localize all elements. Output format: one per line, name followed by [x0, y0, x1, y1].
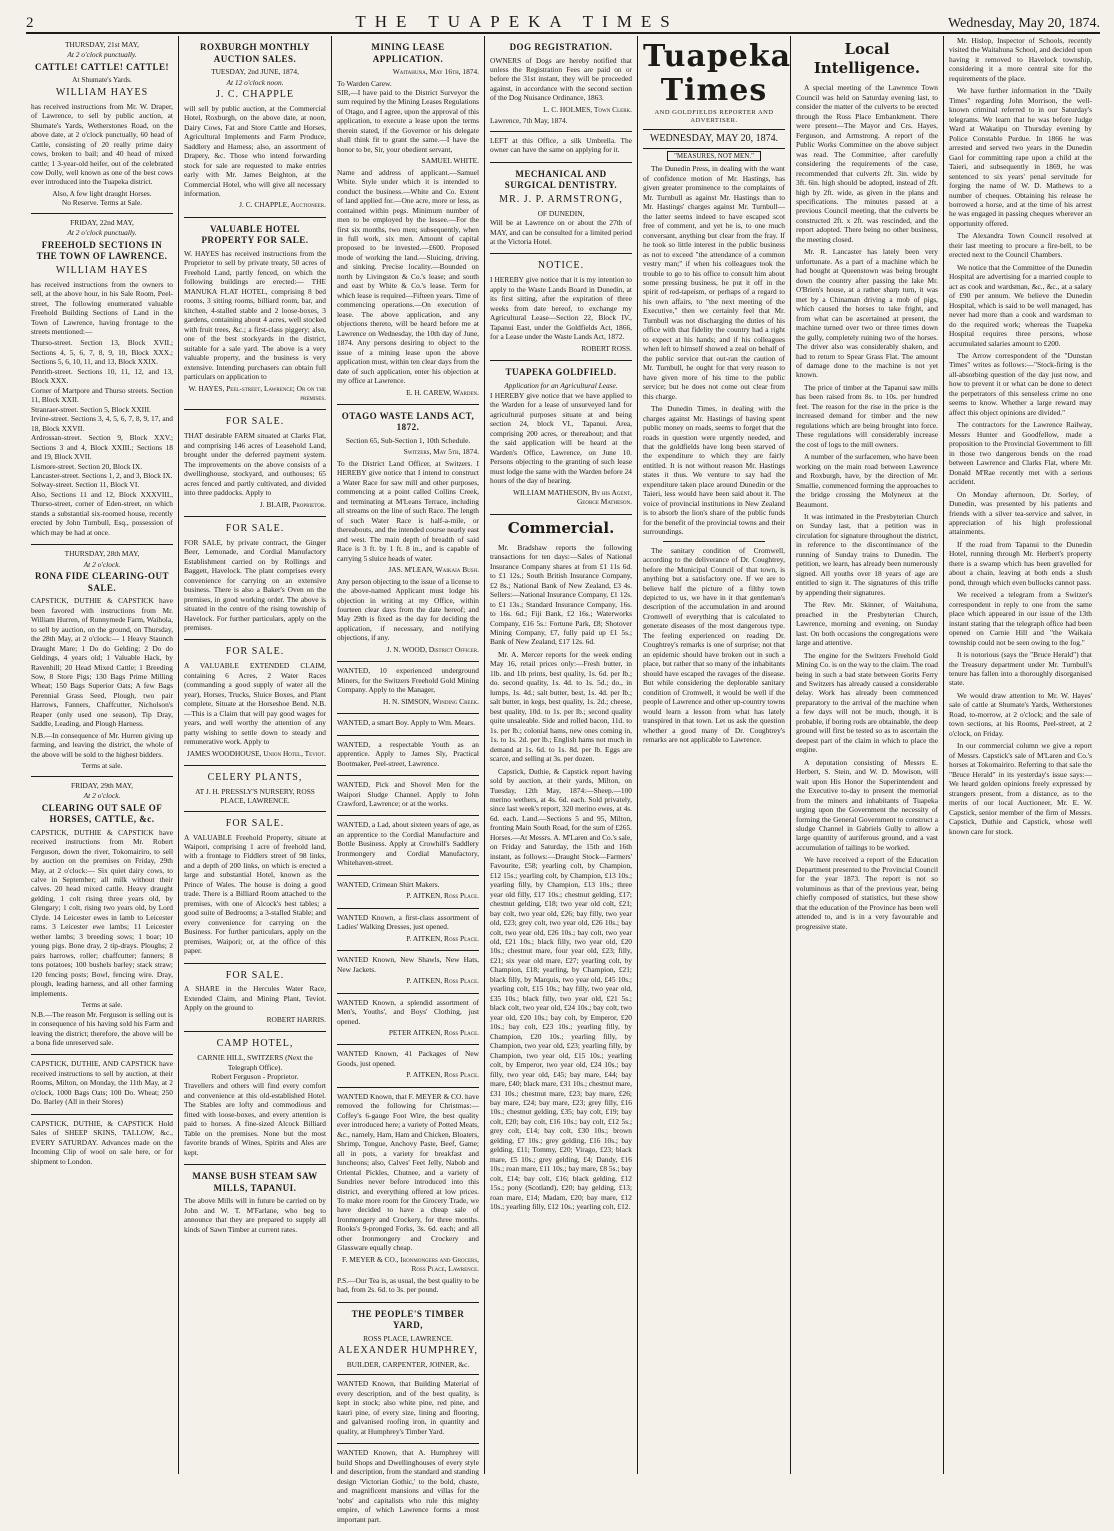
- columns: [26, 36, 1100, 1524]
- list-item: Thurso-street. Section 13, Block XVII.; Sections 4, 5, 6, 7, 8, 9, 10, Block XXX.; Sections 5, 6, 10, 11, and 13, Block XXIX.: [31, 338, 173, 367]
- local-intelligence: A special meeting of the Lawrence Town Council was held on Saturday evening last, to consider the matter of the culverts to be erected through the Ross Place Embankment. There were present—The Mayor and Crs. Hayes, Ferguson, and Armstrong. A report of the Public Works Committee on the above subject was read. The Committee, after carefully considering the requirements of the case, recommended that culverts 2ft. 3in. wide by 3ft. 6in. high should be adopted, instead of 2ft. high by 2ft. wide, as given in the plans and specifications. The minutes passed at a previous Council meeting, that the culverts be constructed 2ft. x 2ft. was rescinded, and the report adopted. There being no other business, the meeting closed. Mr. R. Lancaster has lately been very unfortunate. As a part of a machine which he had bought at Queenstown was being brought down the country after passing the lake Mr. O'Brien's house, at a rather sharp turn, it was met by a Chinaman driving a mob of pigs, which caused the horses to take fright, and from what can be ascertained at present, the machine turned over two or three times down the gully, completely ruining two of the horses. The driver also was considerably shaken, and had to return to Spear Grass Flat. The amount of damage done to the machine is not yet known. The price of timber at the Tapanui saw mills has been raised from 8s. to 10s. per hundred feet. The reason for the rise in the price is the increased demand for timber and the new regulations which are being brought into force. These regulations will considerably increase the cost of logs to the mill owners. A number of the surfacemen, who have been working on the main road between Lawrence and Roxburgh, have, by the direction of Mr. Smallie, commenced forming the approaches to the bridge crossing the Molyneux at the Beaumont. It was intimated in the Presbyterian Church on Sunday last, that a petition was in circulation for signature throughout the district, in reference to the discontinuance of the running of Sunday trains to Dunedin. The petition, we learn, has already been numerously signed. All youths over 18 years of age are entitled to sign it. The signatures of this trifle by appending their signatures. The Rev. Mr. Skinner, of Waitahuna, preached in the Presbyterian Church, Lawrence, morning and evening, on Sunday last. On both occasions the congregations were large and attentive. The engine for the Switzers Freehold Gold Mining Co. is on the way to the claim. The road being in such a bad state between Gorits Ferry and Switzers has already caused a considerable delay. Work has already been commenced preparatory to the arrival of the machine when a few days will not be much, though, it is probable, if boring rods are obtainable, the deep ground will first be tested so as to ascertain the deepest part of the claim in which to place the engine. A deputation consisting of Messrs E. Herbert, S. Stein, and W. D. Mowison, will wait upon His Honor the Superintendent and the Executive to-day to present the memorial from the miners and inhabitants of Tuapeka urging upon the Government the necessity of forming the General Government to construct a sludge Channel in Gabriels Gully to allow a large quantity of auriferous ground, and a vast accumulation of tailings to be worked. We have received a report of the Education Department presented to the Provincial Council for the year 1873. The report is not so voluminous as that of the previous year, being chiefly composed of statistics, but these show that the education of the Province has been well attended to, and is in a very favourable and progressive state.: [796, 83, 938, 931]
- commercial-heading: Commercial.: [507, 518, 615, 537]
- column-2: [179, 36, 332, 1474]
- ad-mining-lease: MINING LEASE APPLICATION. Waitahuna, May 16th, 1874. To Warden Carew. SIR,—I have paid to the District Surveyor the sum required by the Mining Leases Regulations of Otago, and I agree, upon the approval of this application, to execute a lease upon the terms therein stated, if the Governor or his delegate shall think fit to grant the same.—I have the honor to be, Sir, your obedient servant, SAMUEL WHITE. Name and address of applicant.—Samuel White. Style under which it is intended to conduct the business.—White and Co. Extent of land applied for.—One acre, more or less, as contained within pegs. Minimum number of men to be employed by the lessee.—For the first six months, two men; subsequently, when in full work, six men. Amount of capital proposed to be invested.—£600. Proposed mode of working the land.—Sluicing, driving, and sinking. Precise locality.—Bounded on north by Livingston & Co.'s lease; and south and east by White & Co.'s lease. Term for which lease is required—Fifteen years. Time of commencing operations.—On execution of lease. The above application, and any objections thereto, will be heard before me at Lawrence on Wednesday, the 10th day of June, 1874. Any persons desiring to object to the issue of a mining lease upon the above application must, within ten clear days from the date of such application, enter his objection at my office at Lawrence. E. H. CAREW, Warden.: [337, 36, 479, 405]
- list-item: Corner of Martpore and Thurso streets. Section 11, Block XXII.: [31, 385, 173, 405]
- ad-wanted-miners: WANTED, 10 experienced underground Miners, for the Switzers Freehold Gold Mining Company. Apply to the Manager, H. N. SIMSON, Winding Creek.: [337, 662, 479, 714]
- ad-saw-mills: MANSE BUSH STEAM SAW MILLS, TAPANUI. The above Mills will in future be carried on by John and W. T. M'Farlane, who beg to announce that they are prepared to supply all kinds of Sawn Timber at current rates.: [184, 1171, 326, 1234]
- local-intelligence-continued: Mr. Hislop, Inspector of Schools, recently visited the Waitahuna School, and decided upon having it removed to Havelock township, considering it a more central site for the requirements of the place. We have further information in the "Daily Times" regarding John Morrison, the well-known criminal referred to in our Saturday's telegrams. We learn that he was before Judge Ward at Wakatipu on Thursday evening by Police Constable Purdue. In 1866 he was arrested and served two years in the Dunedin Gaol for committing rape upon a child at the Taieri, and subsequently in 1869, he was sentenced to six years' penal servitude for forging the name of W. D. Mathews to a number of cheques. Obtaining his release he borrowed a horse, and at the time of his arrest he was engaged in passing cheques wherever an opportunity offered. The Alexandra Town Council resolved at their last meeting to procure a fire-bell, to be erected next to the Council Chambers. We notice that the Committee of the Dunedin Hospital are advertising for a married couple to act as cook and wardsman, &c., &c., at a salary of £90 per annum. We believe the Dunedin Hospital, which is said to be well managed, has never had more than a cook and wardsman to do the required work; whereas the Tuapeka Hospital requires three persons, whose accumulated salaries amount to £200. The Arrow correspondent of the "Dunstan Times" writes as follows:—"Stock-firing is the all-absorbing question of the day just now, and how to prevent it or what can be done to detect the perpetrators of this senseless crime no one seems to know. Whether a large reward may affect this object opinions are divided." The contractors for the Lawrence Railway, Messrs Hunter and Goodfellow, made a proposition to the Provincial Government to fill in those two dangerous bends on the road between Lawrence and Clarks Flat, where Mr. Donald M'Rae recently met with a serious accident. On Monday afternoon, Dr. Sorley, of Dunedin, was presented by his patients and friends with a silver tea-service and salver, in appreciation of his high professional attainments. If the road from Tapanui to the Dunedin Hotel, running through Mr. Herbert's property there is a swamp which has been gravelled for about a chain, leaving at both ends a slush pond, through which even bullocks cannot pass. We received a telegram from a Switzer's correspondent in reply to one from the same place which appeared in our issue of the 13th instant stating that the telegraph office had been opened on Carnie Hill and "the Waikaia township could not be seen owing to the fog." It is notorious (says the "Bruce Herald") that the Treasury department under Mr. Turnbull's tenure has fallen into a thoroughly disorganised state. We would draw attention to Mr. W. Hayes' sale of cattle at Shumate's Yards, Wetherstones Road, to-morrow, at 2 o'clock; and the sale of town sections, at his Rooms, Peel-street, at 2 o'clock, on Friday. In our commercial column we give a report of Messrs. Capstick's sale of M'Laren and Co.'s horses at Tokomairiro. Referring to that sale the "Bruce Herald" in its yesterday's issue says:—We heard golden opinions freely expressed by strangers present, from a distance, as to the merits of our local Auctioneer, Mr. E. W. Capstick, senior member of the firm of Messrs. Capstick, Duthie and Capstick, whose well known care for stock.: [949, 36, 1092, 836]
- issue-date: Wednesday, May 20, 1874.: [948, 16, 1100, 31]
- masthead-logo: Tuapeka Times: [643, 39, 792, 108]
- column-5: [638, 36, 791, 1474]
- ad-humphrey-builder: WANTED Known, that A. Humphrey will build Shops and Dwellinghouses of every style and description, from the standard and standing design 'Victorian Gothic,' to the bold, chaste, and magnificent mansions and villas for the 'nobs' and capitalists who rule this mighty empire, of which Lawrence forms a most important part.: [337, 1448, 479, 1524]
- page-number: 2: [26, 15, 34, 31]
- list-item: Stranraer-street. Section 5, Block XXIII.: [31, 404, 151, 414]
- masthead-subtitle: AND GOLDFIELDS REPORTER AND ADVERTISER.: [654, 109, 774, 125]
- ad-wanted-pick-shovel: WANTED, Pick and Shovel Men for the Waipori Sludge Channel. Apply to John Crawford, Lawrence; or at the works.: [337, 776, 479, 816]
- divider: [663, 541, 765, 542]
- ad-sheepskins: CAPSTICK, DUTHIE, & CAPSTICK Hold Sales of SHEEP SKINS, TALLOW, &c., EVERY SATURDAY. Advances made on the Incoming Clip of wool on sale here, or for shipment to London.: [31, 1118, 173, 1166]
- ad-building-material: WANTED Known, that Building Material of every description, and of the best quality, is kept in stock; also white pine, red pine, and kauri pine, of every size, lining and flooring, and galvanised roofing iron, in quantity and quality, at Humphrey's Timber Yard.: [337, 1375, 479, 1444]
- ad-umbrella: LEFT at this Office, a silk Umbrella. The owner can have the same on applying for it.: [490, 132, 632, 163]
- list-item: Irvine-street. Sections 3, 4, 5, 6, 7, 8, 9, 17, and 18, Block XXVII.: [31, 414, 173, 433]
- ad-wanted-lad: WANTED, a Lad, about sixteen years of age, as an apprentice to the Cordial Manufacture and Bottle Business. Apply at Crowhill's Saddlery Ironmongery and Cordial Manufactory, Whitehaven-street.: [337, 816, 479, 875]
- list-item: Solway-street. Section 11, Block VI.: [31, 480, 140, 490]
- running-title: THE TUAPEKA TIMES: [355, 12, 679, 31]
- column-6: [791, 36, 944, 1474]
- ad-shawls: WANTED Known, New Shawls, New Hats, New Jackets. P. AITKEN, Ross Place.: [337, 951, 479, 993]
- page-header: [26, 8, 1100, 34]
- ad-roxburgh-sales: ROXBURGH MONTHLY AUCTION SALES. TUESDAY, 2nd JUNE, 1874, At 12 o'clock noon. J. C. CHAPPLE will sell by public auction, at the Commercial Hotel, Roxburgh, on the above date, at noon, Dairy Cows, Fat and Store Cattle and Horses, Agricultural Implements and Farm Produce, Saddlery and Harness; also, an assortment of Drapery, &c. Those who intend forwarding stock for sale are requested to make entries early with Mr. James Beighton, at the Commercial Hotel, who will give all necessary information. J. C. CHAPPLE, Auctioneer.: [184, 36, 326, 218]
- ad-farm-for-sale: FOR SALE. THAT desirable FARM situated at Clarks Flat, and comprising 146 acres of Leasehold Land, brought under the deferred payment system. The improvements on the above consists of a dwellinghouse, stockyard, and outhouses; 65 acres fenced and partly cultivated, and divided into three paddocks. Apply to J. BLAIR, Proprietor.: [184, 410, 326, 517]
- column-4: [485, 36, 638, 1474]
- ad-cattle-sale: THURSDAY, 21st MAY, At 2 o'clock punctually. CATTLE! CATTLE! CATTLE! At Shumate's Yards. WILLIAM HAYES has received instructions from Mr. W. Draper, of Lawrence, to sell by public auction, at Shumate's Yards, Wetherstones Road, on the above date, at 2 o'clock punctually, 60 head of Cattle, consisting of 20 really prime dairy cows, broken to bail; and 40 head of mixed cattle; 1 3-year-old heifer, out of the celebrated cow Dolly, well known as one of the best cows ever introduced into the Tuapeka district. Also, A few light draught Horses. No Reserve. Terms at Sale.: [31, 36, 173, 214]
- ad-notice: NOTICE. I HEREBY give notice that it is my intention to apply to the Waste Lands Board in Dunedin, at its first sitting, after the expiration of three weeks from date hereof, to exchange my Agricultural Lease—Section 22, Block IV., Tapanui East, under the Goldfields Act, 1866, for a Lease under the Waste Lands Act, 1872. ROBERT ROSS.: [490, 254, 632, 361]
- ad-clearing-out-sale: THURSDAY, 28th MAY, At 2 o'clock. RONA FIDE CLEARING-OUT SALE. CAPSTICK, DUTHIE & CAPSTICK have been favored with instructions from Mr. William Hurren, of Runnymede Farm, Waihola, to sell by auction, on the ground, on Thursday, the 28th May, at 2 o'clock:— 1 Heavy Staunch Draught Mare; 1 Do do Gelding; 2 Do do Geldings, 4 years old; 1 Valuable Hack, by Ravenhill; 20 Head Mixed Cattle; 1 Breeding Sow, 8 Store Pigs; 130 Bags Prime Milling Wheat; 150 Bags Superior Oats; A few Bags Perennial Grass Seed, Plough, two pair Harrows, Fanners, Chaffcutter, Nicholson's Reaper (only used one season), Tip Dray, Saddle, Leading, and Plough Harness. N.B.—In consequence of Mr. Hurren giving up farming, and leaving the district, the whole of the above will be sold to the highest bidders. Terms at sale.: [31, 545, 173, 776]
- ad-new-goods: WANTED Known, 41 Packages of New Goods, just opened. P. AITKEN, Ross Place.: [337, 1045, 479, 1087]
- ad-timber-yard: THE PEOPLE'S TIMBER YARD, ROSS PLACE, LAWRENCE. ALEXANDER HUMPHREY, BUILDER, CARPENTER, JOINER, &c.: [337, 1303, 479, 1376]
- editorial-date: WEDNESDAY, MAY 20, 1874.: [643, 129, 785, 150]
- list-item: Lismore-street. Section 20, Block IX.: [31, 461, 143, 471]
- ad-clothing: WANTED Known, a splendid assortment of Men's, Youths', and Boys' Clothing, just opened. PETER AITKEN, Ross Place.: [337, 994, 479, 1046]
- ad-freehold-sections: FRIDAY, 22nd MAY, At 2 o'clock punctually. FREEHOLD SECTIONS IN THE TOWN OF LAWRENCE. WILLIAM HAYES has received instructions from the owners to sell, at the above hour, in his Sale Room, Peel-street, The following enumerated valuable Freehold Building Sections of Land in the Town of Lawrence, having frontage to the streets mentioned:— Thurso-street. Section 13, Block XVII.; Sections 4, 5, 6, 7, 8, 9, 10, Block XXX.; Sections 5, 6, 10, 11, and 13, Block XXIX. Penrith-street. Sections 10, 11, 12, and 13, Block XXX. Corner of Martpore and Thurso streets. Section 11, Block XXII. Stranraer-street. Section 5, Block XXIII. Irvine-street. Sections 3, 4, 5, 6, 7, 8, 9, 17, and 18, Block XXVII. Ardrossan-street. Section 9, Block XXV.; Sections 3 and 4, Block XXIII.; Sections 18 and 19, Block XVII. Lismore-street. Section 20, Block IX. Lancaster-street. Sections 1, 2, and 3, Block IX. Solway-street. Section 11, Block VI. Also, Sections 11 and 12, Block XXXVIII., Thurso-street, corner of Eden-street, on which stands a substantial six-roomed house, recently erected by John Turnbull, Esq., possession of which may be had at once.: [31, 214, 173, 545]
- ad-walking-dresses: WANTED Known, a first-class assortment of Ladies' Walking Dresses, just opened. P. AITKEN, Ross Place.: [337, 909, 479, 951]
- ad-dentistry: MECHANICAL AND SURGICAL DENTISTRY. MR. J. P. ARMSTRONG, OF DUNEDIN, Will be at Lawrence on or about the 27th of MAY, and can be consulted for a limited period at the Victoria Hotel.: [490, 163, 632, 255]
- sections-list: [31, 338, 173, 490]
- ad-meyer-co: WANTED Known, that F. MEYER & CO. have removed the following for Christmas:—Coffey's 6-gauge Foot Wire, the best quality ever introduced here; a variety of Potted Meats, &c., namely, Ham, Ham and Chicken, Bloaters, Shrimp, Tongue, Anchovy Paste, Beef, Game; all in pots, a variety for breakfast and luncheons; also, Calves' Feet Jelly, Nabob and Oriental Pickles, Chutnee, and a variety of Sundries never before introduced into this district, and everything offered at low prices. To make more room for the Grocery Trade, we have decided to have a cheap sale of Ironmongery and Crockery, for three months. Rooks's 9-pronged Forks, 3s. 6d. each; and all other Ironmongery and Crockery and Glassware equally cheap. F. MEYER & CO., Ironmongers and Grocers, Ross Place, Lawrence. P.S.—Our Tea is, as usual, the best quality to be had, from 2s. 6d. to 3s. per pound.: [337, 1088, 479, 1303]
- column-3: [332, 36, 485, 1524]
- ad-oats-wheat: CAPSTICK, DUTHIE, AND CAPSTICK have received instructions to sell by auction, at their Rooms, Milton, on Monday, the 11th May, at 2 o'clock, 1000 Bags Oats; 100 Do. Wheat; 250 Do. Barley (All in their Stores): [31, 1055, 173, 1114]
- list-item: Ardrossan-street. Section 9, Block XXV.; Sections 3 and 4, Block XXIII.; Sections 18 and 19, Block XVII.: [31, 433, 173, 462]
- ad-horses-cattle-sale: FRIDAY, 29th MAY, At 2 o'clock. CLEARING OUT SALE OF HORSES, CATTLE, &c. CAPSTICK, DUTHIE & CAPSTICK have received instructions from Mr. Robert Ferguson, down the river, Tokomairiro, to sell by auction on the premises on Friday, 29th May, at 2 o'clock:— Six quiet dairy cows, to calve in September; all milk without their calves. 20 head mixed cattle. Heavy draught gelding, 1 colt rising three years old, by Glengary; 1 colt, rising two years old, by Lord Clyde. 14 Leicester ewes in lamb to Leicester rams. 3 Leicester ewe lambs; 11 Leicester wether lambs; 3 breeding sows; 1 boar; 10 young pigs. Bone dray, 2 tip-drays. Ploughs; 2 pairs harrows, roller; chaffcutter; fanners; 8 tons potatoes; 100 bushels barley; stack straw; 120 fencing posts; Bowl, fencing wire. Dray, plough, leading harness, and all other farming implements. Terms at sale. N.B.—The reason Mr. Ferguson is selling out is in consequence of his having sold his Farm and leaving the district; therefore, the above will be a bona fide unreserved sale.: [31, 777, 173, 1056]
- ad-extended-claim: FOR SALE. A VALUABLE EXTENDED CLAIM, containing 6 Acres, 2 Water Races (commanding a good supply of water all the year), Horses, Trucks, Sluice Boxes, and Plant complete, Situate at the Horseshoe Bend. N.B.—This is a Claim that will pay good wages for years, and well worthy the attention of any party wishing to settle down to steady and remunerative work. Apply to JAMES WOODHOUSE, Union Hotel, Teviot.: [184, 640, 326, 765]
- ad-water-race-share: FOR SALE. A SHARE in the Hercules Water Race, Extended Claim, and Mining Plant, Teviot. Apply on the ground to ROBERT HARRIS.: [184, 964, 326, 1033]
- commercial-section: Commercial. Mr. Bradshaw reports the following transactions for ten days:—Sales of National Insurance Company shares at from £1 11s 6d. to £1 12s.; South British Insurance Company, £2 8s.; National Bank of New Zealand, £3 4s. Sellers:—National Insurance Company, £1 12s. to £1 13s.; Standard Insurance Company, 16s. to 16s. 6d.; Fiji Bank, £2 16s.; Waterworks Company, £16 5s.: Fortune Park, £8; Shotover Mining Company, £7, fully paid up £1 5s.; Bank of New Zealand, £17 12s. 6d. Mr. A. Mercer reports for the week ending May 16, retail prices only:—Fresh butter, in 1lb. and 1lb prints, best quality, 1s. 6d. per lb.; do. second quality, 1s. 4d. to 1s. 5d.; do., in lumps, 1s. 4d.; salt butter, best, 1s. 4d. per lb.; salt butter, in kegs, best quality, 1s. 2d.; cheese, best quality, 10d. to 1s. per lb.; second quality quite unsaleable. Side and rolled bacon, 11d. to 1s. per lb.; colonial hams, new ones coming in, 1s. to 1s. 2d. per lb.; English hams not much in demand at 1s. 6d. to 1s. 8d. per lb. Eggs are scarce, and selling at 3s. per dozen. Capstick, Duthie, & Capstick report having sold by auction, at their yards, Milton, on Tuesday, 12th May, 1874:—Sheep.—100 merino wethers, at 4s. 6d. each. Sold privately, since last week's report, 320 merino ewes, at 4s. 6d. each. Land.—Sections 5 and 95, Milton, fronting Main South Road, for the sum of £265. Horses.—At Messrs. A. M'Laren and Co.'s sale, on Friday and Saturday, the 15th and 16th instant, as follows:—Draught Stock—Farmers' Favourite, £58; yearling colt, by Champion, £12 15s.; yearling colt, by Champion, £13 10s.; yearling filly, by Champion, £13 10s.; three year old filly, £17 10s.; chestnut gelding, £17; chestnut gelding, £18; two year old colt, £21; bay colt, two year old, £26; bay filly, two year old, £23; grey colt, two year old, £26 10s.; bay colt, two year old, £26 10s.; bay colt, two year old, £21 10s.; black filly, two year old, £20 10s.; chestnut mare, four year old, £23; filly, £21; six year old mare, £27; yearling colt, by Champion, £18; yearling, by Champion, £21; black filly, by Marquis, two year old, £45 10s.; yearling colt, £15 10s.; bay filly, two year old, £35 10s.; black filly, two year old, £21 5s.; black colt, two year old, £24 10s.; bay colt, two year old, £20 10s.; bay colt, by Emperor, £20 10s.; bay colt, £23 10s.; yearling filly, by Champion, £20 10s.; yearling filly, by Champion, two year old, £23; yearling filly, by Champion, two year old, £15 10s.; yearling colt, by Emperor, two year old, £24 10s.; bay filly, two year old, £45; bay mare, £44; bay mare, £40; black mare, £31 10s.; chestnut mare, £31 10s.; chestnut mare, £23; bay mare, £26; bay mare, £24; bay mare, £23; grey filly, £16 10s.; chestnut gelding, £35; bay colt, £19; bay colt, £20; bay colt, £16 10s.; bay colt, £12 5s.; grey colt, £14; bay colt, £30 10s.; brown gelding, £7 10s.; grey gelding, £16 10s.; bay gelding, £11; Tommy, £20; Virago, £23; black mare, £5 10s.; grey gelding, £4; Dandy, £16 10s.; roan mare, £11 10s.; bay mare, £8 5s.; bay colt, £14; bay colt, £16; black gelding, £12 15s.; pony (Scotland), £20; bay gelding, £13; roan mare, £14; Madam, £20; bay mare, £12 10s.; yearling filly, £12 10s.; yearling colt, £12.: [490, 518, 632, 1212]
- column-1: [26, 36, 179, 1474]
- ad-celery-plants: CELERY PLANTS, AT J. H. PRESSLY'S NURSERY, ROSS PLACE, LAWRENCE.: [184, 766, 326, 812]
- local-intelligence-heading: Local Intelligence.: [813, 40, 921, 78]
- ad-ginger-beer: FOR SALE. FOR SALE, by private contract, the Ginger Beer, Lemonade, and Cordial Manufactory Establishment carried on by Rollings and Baggett, Havelock. The plant comprises every convenience for carrying on an extensive business. There is also a Baker's Oven on the premises, in good working order. The above is situated in the centre of the rising township of Havelock. For further particulars, apply on the premises.: [184, 517, 326, 640]
- ad-wanted-youth: WANTED, a respectable Youth as an apprentice. Apply to James Sly, Practical Bootmaker, Peel-street, Lawrence.: [337, 736, 479, 776]
- list-item: Lancaster-street. Sections 1, 2, and 3, Block IX.: [31, 471, 173, 481]
- ad-waste-lands-act: OTAGO WASTE LANDS ACT, 1872. Section 65, Sub-Section 1, 10th Schedule. Switzers, May 5th, 1874. To the District Land Officer, at Switzers. I HEREBY give notice that I intend to construct a Water Race for saw mill and other purposes, commencing at a point called Collins Creek, and terminating at M'Leans Terrace, including all streams on the line of such Race. The length of such Water Race is half-a-mile, or thereabouts, and the intended course nearly east and west. The main depth of breadth of said Race is 3 ft. by 1 ft. 8 in., and is capable of carrying 5 sluice heads of water. JAS. M'LEAN, Waikaia Bush. Any person objecting to the issue of a license to the above-named Applicant must lodge his objection in writing at my Office, within fourteen clear days from the date hereof; and May 29th is fixed as the day for deciding the application, if necessary, and notifying objections, if any. J. N. WOOD, District Officer.: [337, 405, 479, 662]
- editorial: The Dunedin Press, in dealing with the want of confidence motion of Mr. Hastings, has given greater prominence to the complaints of Mr. Turnbull as against Mr. Hastings than to Mr. Hastings' charges against Mr. Turnbull—the latter seems indeed to have escaped scot free of comment, and yet he is, to one much conversant, anything but clear from the fray. If he took so little interest in the public business as not to exceed "the attendance of a common vestry man;" if when his colleagues took the trouble to go to his office to consult him about some pressing business, he put it off in the spirit of red-tapeism, or perhaps of a regard to his own affairs, to "the next meeting of the Executive," then we certainly feel that Mr. Turnbull was not discharging the duties of his office with that fidelity the country had a right to expect at his hands; and if his colleagues when left to himself showed a zeal on behalf of the public service that out-ran the caution of Mr. Turnbull, he ought for that very reason to have given more of his time to the public service; but he does not come out clear from this charge. The Dunedin Times, in dealing with the charges against Mr. Hastings of having spent public money on roads, seems to forget that the roads in question were urgently needed, and that the goldfields have long been starved of the expenditure to which they are fairly entitled. It is not without reason Mr. Hastings states it thus. We venture to say had the expenditure taken place around Dunedin or the Taieri, less would have been said about it. The voice of provincial institutions in New Zealand is to absorb the lion's share of the public funds for the benefit of the provincial towns and their surroundings. The sanitary condition of Cromwell, according to the deliverance of Dr. Coughtrey, before the Municipal Council of that town, is anything but a satisfactory one. If we are to believe half the picture of a filthy town depicted to us, we have in it that gentleman's description of the accumulation in and around Cromwell of everything that is calculated to generate diseases of the most dangerous type. The feeling experienced on reading Dr. Coughtrey's remarks is one of surprise; not that an epidemic should have broken out in such a place, but rather that so many of the inhabitants should have escaped the ravages of the disease. But while considering the deplorable sanitary condition of Cromwell, it would be well if the people of Lawrence and other up-country towns would learn a lesson from what has lately transpired in that town. Let us ask the question whether a good many of Dr. Coughtrey's remarks are not applicable to Lawrence.: [643, 164, 786, 745]
- ad-dog-registration: DOG REGISTRATION. OWNERS of Dogs are hereby notified that unless the Registration Fees are paid on or before the 31st instant, they will be proceeded against, in accordance with the second section of the Dog Nuisance Ordinance, 1863. L. C. HOLMES, Town Clerk. Lawrence, 7th May, 1874.: [490, 36, 632, 132]
- list-item: Penrith-street. Sections 10, 11, 12, and 13, Block XXX.: [31, 366, 173, 386]
- ad-camp-hotel: CAMP HOTEL, CARNIE HILL, SWITZERS (Next the Telegraph Office). Robert Ferguson - Proprietor. Travellers and others will find every comfort and convenience at this old-established Hotel. The Stables are lofty and commodious and fitted with loose-boxes, and every attention is paid to horses. A fine-sized Alcock Billiard Table on the premises. None but the most favorite brands of Wines, Spirits and Ales are kept.: [184, 1032, 326, 1165]
- motto: "MEASURES, NOT MEN.": [643, 152, 785, 161]
- ad-wanted-boy: WANTED, a smart Boy. Apply to Wm. Mears.: [337, 714, 479, 735]
- column-7: [944, 36, 1097, 1474]
- ad-wanted-shirt-makers: WANTED, Crimean Shirt Makers. P. AITKEN, Ross Place.: [337, 876, 479, 909]
- ad-freehold-waipori: FOR SALE. A VALUABLE Freehold Property, situate at Waipori, comprising 1 acre of freehold land, with a frontage to Fiddlers street of 98 links, and a depth of 200 links, on which is erected a large and substantial Hotel, known as the Prince of Wales. The house is doing a good trade. There is a Billiard Room attached to the premises, with one of Alcock's best tables; a good suite of Bedrooms; a 3-stalled Stable; and every convenience for carrying on the Business. For further particulars, apply on the premises, Waipori; or, at the office of this paper.: [184, 812, 326, 964]
- ad-hotel-property: VALUABLE HOTEL PROPERTY FOR SALE. W. HAYES has received instructions from the Proprietor to sell by private treaty, 50 acres of Freehold Land, partly fenced, on which the following buildings are erected:— THE MANUKA FLAT HOTEL, comprising 8 bed rooms, 3 sitting rooms, billiard room, bar, and kitchen, 4-stalled stable and 2 loose-boxes, 3 gardens, containing about 4 acres, well stocked with fruit trees, &c.; a first-class piggery; also, one of the best stockyards in the district, suitable for a sale yard. The above is a very valuable property, and the business is very extensive. Intending purchasers can obtain full particulars on application to W. HAYES, Peel-street, Lawrence; Or on the premises.: [184, 218, 326, 411]
- ad-tuapeka-goldfield: TUAPEKA GOLDFIELD. Application for an Agricultural Lease. I HEREBY give notice that we have applied to the Warden for a lease of unsurveyed land for agricultural purposes situate at and being section 24, block VI., Tapanui. Area, comprising 200 acres, or thereabout; and that the said application will be heard at the Warden's Office, Lawrence, on June 10. Persons objecting to the granting of such lease must lodge the same with the Warden before 24 hours of the day of hearing. WILLIAM MATHESON, By his Agent, George Matheson.: [490, 361, 632, 515]
